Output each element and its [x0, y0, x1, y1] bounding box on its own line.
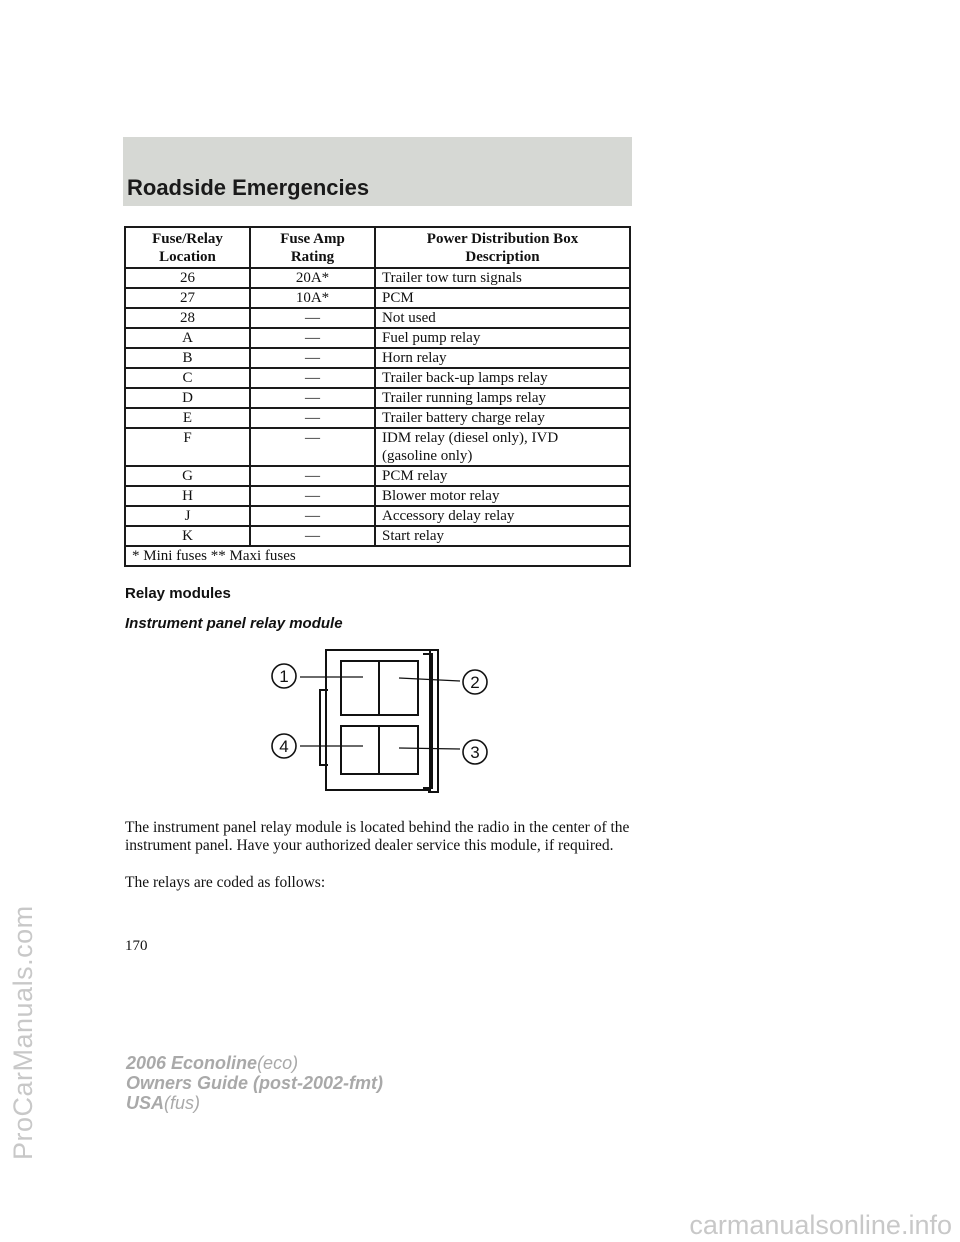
cell-rating: —	[250, 466, 375, 486]
table-row	[125, 268, 630, 288]
cell-location: B	[125, 348, 250, 368]
cell-location: 28	[125, 308, 250, 328]
section-heading: Relay modules	[125, 585, 231, 602]
cell-location: J	[125, 506, 250, 526]
cell-location: G	[125, 466, 250, 486]
header-rating	[250, 227, 375, 268]
cell-description: Blower motor relay	[375, 486, 630, 506]
table-row	[125, 408, 630, 428]
sub-heading: Instrument panel relay module	[125, 615, 343, 632]
cell-description: Horn relay	[375, 348, 630, 368]
footer-model-code: (eco)	[257, 1053, 299, 1073]
table-row	[125, 428, 630, 466]
table-row	[125, 506, 630, 526]
table-row	[125, 348, 630, 368]
footer-line-1	[126, 1053, 383, 1073]
header-description-line2: Description	[465, 249, 540, 265]
bottom-watermark: carmanualsonline.info	[689, 1210, 952, 1240]
cell-description: Accessory delay relay	[375, 506, 630, 526]
cell-location: E	[125, 408, 250, 428]
cell-description: Trailer back-up lamps relay	[375, 368, 630, 388]
cell-rating: —	[250, 506, 375, 526]
cell-description: IDM relay (diesel only), IVD (gasoline only)	[375, 428, 630, 466]
header-description-line1: Power Distribution Box	[426, 231, 579, 247]
table-footnote: * Mini fuses ** Maxi fuses	[125, 546, 630, 566]
header-location-line2: Location	[159, 249, 216, 265]
side-watermark: ProCarManuals.com	[8, 905, 38, 1160]
cell-location: D	[125, 388, 250, 408]
table-body	[125, 268, 630, 546]
table-row	[125, 466, 630, 486]
table-row	[125, 288, 630, 308]
cell-description: PCM	[375, 288, 630, 308]
cell-location: C	[125, 368, 250, 388]
cell-description: Not used	[375, 308, 630, 328]
footer-market-code: (fus)	[164, 1093, 201, 1113]
cell-rating: —	[250, 408, 375, 428]
cell-location: F	[125, 428, 250, 466]
leader-line-3	[399, 748, 460, 749]
cell-rating: —	[250, 388, 375, 408]
cell-rating: —	[250, 368, 375, 388]
cell-rating: 10A*	[250, 288, 375, 308]
cell-location: A	[125, 328, 250, 348]
callout-4-label: 4	[279, 737, 289, 756]
table-row	[125, 328, 630, 348]
cell-rating: —	[250, 526, 375, 546]
table-row	[125, 388, 630, 408]
document-footer	[126, 1053, 383, 1113]
cell-description: Trailer running lamps relay	[375, 388, 630, 408]
coding-intro-paragraph: The relays are coded as follows:	[125, 874, 326, 891]
table-row	[125, 486, 630, 506]
page-title: Roadside Emergencies	[127, 175, 370, 200]
header-rating-line1: Fuse Amp	[280, 231, 345, 247]
cell-description: PCM relay	[375, 466, 630, 486]
cell-location: K	[125, 526, 250, 546]
cell-rating: —	[250, 348, 375, 368]
table-header-row	[125, 227, 630, 268]
cell-location: H	[125, 486, 250, 506]
callout-2-label: 2	[470, 673, 480, 692]
header-location-line1: Fuse/Relay	[152, 231, 223, 247]
header-location	[125, 227, 250, 268]
description-paragraph: The instrument panel relay module is located behind the radio in the center of the instrument panel. Have your authorized dealer service this module, if required.	[125, 819, 630, 854]
table-row	[125, 526, 630, 546]
cell-rating: 20A*	[250, 268, 375, 288]
footer-model: 2006 Econoline	[126, 1053, 258, 1073]
page-number: 170	[125, 938, 148, 954]
cell-rating: —	[250, 486, 375, 506]
header-description	[375, 227, 630, 268]
table-row	[125, 368, 630, 388]
footer-market: USA	[126, 1093, 165, 1113]
footer-line-3	[126, 1093, 383, 1113]
footer-line-2: Owners Guide (post-2002-fmt)	[126, 1073, 384, 1093]
cell-description: Start relay	[375, 526, 630, 546]
cell-rating: —	[250, 308, 375, 328]
fuse-relay-table	[124, 226, 631, 567]
cell-rating: —	[250, 428, 375, 466]
cell-description: Fuel pump relay	[375, 328, 630, 348]
relay-module-diagram	[260, 640, 500, 800]
cell-location: 27	[125, 288, 250, 308]
table-footnote-row	[125, 546, 630, 566]
callout-1-label: 1	[279, 667, 289, 686]
cell-description: Trailer tow turn signals	[375, 268, 630, 288]
header-rating-line2: Rating	[290, 249, 335, 265]
callout-3-label: 3	[470, 743, 480, 762]
cell-rating: —	[250, 328, 375, 348]
table-row	[125, 308, 630, 328]
cell-location: 26	[125, 268, 250, 288]
cell-description: Trailer battery charge relay	[375, 408, 630, 428]
